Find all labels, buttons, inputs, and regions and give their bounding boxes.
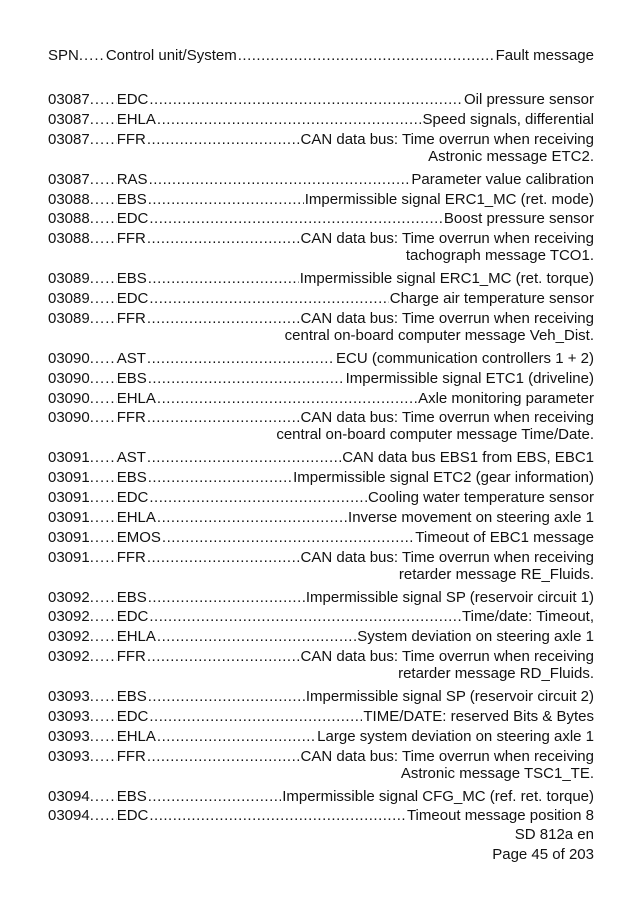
leader-dots: [157, 390, 417, 407]
leader-dots: [148, 270, 299, 287]
fault-code: 03092: [48, 628, 90, 646]
leader-dots: [149, 91, 463, 108]
fault-code: 03091: [48, 508, 90, 526]
leader-dots: [147, 748, 300, 765]
list-item: [48, 586, 594, 606]
fault-code: 03092: [48, 608, 90, 626]
fault-message: CAN data bus: Time overrun when receiving: [300, 230, 594, 248]
leader-dots: [149, 807, 406, 824]
control-unit: EBS: [116, 270, 147, 288]
fault-message: Time/date: Timeout,: [462, 608, 594, 626]
header-message: Fault message: [495, 47, 594, 64]
leader-dots: [147, 310, 300, 327]
list-item: [48, 804, 594, 824]
fault-message: Impermissible signal ETC1 (driveline): [345, 369, 594, 387]
fault-message: Cooling water temperature sensor: [368, 489, 594, 506]
fault-code: 03088: [48, 230, 90, 248]
list-item: [48, 546, 594, 566]
leader-dots: [149, 171, 411, 188]
control-unit: EDC: [116, 807, 149, 825]
leader-dots: [90, 728, 117, 745]
fault-message: TIME/DATE: reserved Bits & Bytes: [363, 707, 594, 725]
list-item: [48, 108, 594, 128]
leader-dots: [149, 489, 367, 506]
fault-code: 03087: [48, 110, 90, 128]
leader-dots: [90, 290, 117, 307]
list-item: [48, 446, 594, 466]
leader-dots: [148, 191, 304, 208]
list-item: [48, 347, 594, 367]
fault-message: Impermissible signal ERC1_MC (ret. mode): [304, 190, 594, 208]
leader-dots: [90, 91, 117, 108]
fault-message: Boost pressure sensor: [443, 210, 594, 228]
fault-message: CAN data bus: Time overrun when receiving: [300, 130, 594, 148]
list-item: [48, 645, 594, 665]
list-item: [48, 466, 594, 486]
control-unit: EHLA: [116, 508, 156, 526]
control-unit: EHLA: [116, 628, 156, 646]
list-item: [48, 88, 594, 108]
fault-message-continued: central on-board computer message Veh_Dist.: [284, 326, 594, 344]
control-unit: EBS: [116, 588, 147, 606]
leader-dots: [90, 788, 117, 805]
header-unit: Control unit/System: [105, 47, 237, 64]
fault-message: CAN data bus: Time overrun when receiving: [300, 309, 594, 327]
fault-code: 03092: [48, 588, 90, 606]
leader-dots: [90, 131, 117, 148]
fault-code: 03091: [48, 548, 90, 566]
leader-dots: [90, 509, 117, 526]
leader-dots: [90, 390, 117, 407]
leader-dots: [148, 370, 345, 387]
control-unit: EDC: [116, 91, 149, 108]
control-unit: EHLA: [116, 727, 156, 745]
fault-message: ECU (communication controllers 1 + 2): [335, 349, 594, 367]
document-id: SD 812a en: [514, 826, 594, 843]
leader-dots: [90, 171, 117, 188]
fault-message: System deviation on steering axle 1: [357, 628, 594, 646]
fault-code: 03090: [48, 409, 90, 427]
control-unit: EHLA: [116, 389, 156, 407]
fault-message: Inverse movement on steering axle 1: [348, 508, 594, 526]
control-unit: EBS: [116, 369, 147, 387]
leader-dots: [90, 608, 117, 625]
leader-dots: [90, 310, 117, 327]
fault-code: 03088: [48, 210, 90, 228]
control-unit: FFR: [116, 130, 146, 148]
leader-dots: [90, 748, 117, 765]
fault-code: 03094: [48, 807, 90, 825]
list-item: [48, 287, 594, 307]
list-item: [48, 267, 594, 287]
fault-message-continued: retarder message RD_Fluids.: [398, 665, 594, 683]
fault-message-continued: Astronic message ETC2.: [428, 147, 594, 165]
leader-dots: [149, 290, 388, 307]
fault-code: 03093: [48, 688, 90, 705]
leader-dots: [90, 350, 117, 367]
leader-dots: [90, 111, 117, 128]
fault-message: Speed signals, differential: [422, 110, 594, 128]
leader-dots: [90, 370, 117, 387]
list-item: [48, 227, 594, 247]
leader-dots: [90, 648, 117, 665]
leader-dots: [90, 469, 117, 486]
fault-code: 03089: [48, 290, 90, 307]
fault-message: CAN data bus EBS1 from EBS, EBC1: [342, 449, 594, 467]
fault-message: Impermissible signal ETC2 (gear information): [293, 469, 594, 487]
fault-message-continued: central on-board computer message Time/Date.: [276, 426, 594, 444]
fault-message: Oil pressure sensor: [463, 91, 594, 108]
leader-dots: [149, 708, 362, 725]
fault-message: Timeout message position 8: [406, 807, 594, 825]
control-unit: EDC: [116, 608, 149, 626]
list-item: [48, 486, 594, 506]
leader-dots: [90, 529, 117, 546]
leader-dots: [90, 191, 117, 208]
header-spn: SPN: [48, 47, 79, 64]
fault-message: CAN data bus: Time overrun when receiving: [300, 747, 594, 765]
fault-code: 03087: [48, 170, 90, 188]
leader-dots: [147, 648, 300, 665]
list-item: [48, 625, 594, 645]
fault-message: Charge air temperature sensor: [389, 290, 594, 307]
leader-dots: [90, 549, 117, 566]
control-unit: EHLA: [116, 110, 156, 128]
leader-dots: [147, 449, 341, 466]
control-unit: AST: [116, 349, 146, 367]
control-unit: EDC: [116, 210, 149, 228]
fault-code: 03089: [48, 270, 90, 288]
fault-code: 03091: [48, 528, 90, 546]
control-unit: FFR: [116, 409, 146, 427]
leader-dots: [148, 469, 292, 486]
control-unit: FFR: [116, 747, 146, 765]
fault-message-continued: retarder message RE_Fluids.: [398, 565, 594, 583]
fault-code: 03093: [48, 707, 90, 725]
leader-dots: [90, 270, 117, 287]
leader-dots: [148, 788, 282, 805]
leader-dots: [90, 688, 117, 705]
leader-dots: [149, 608, 461, 625]
control-unit: FFR: [116, 309, 146, 327]
leader-dots: [90, 628, 117, 645]
fault-code: 03089: [48, 309, 90, 327]
control-unit: EBS: [116, 787, 147, 805]
control-unit: EBS: [116, 469, 147, 487]
fault-code: 03091: [48, 449, 90, 467]
control-unit: AST: [116, 449, 146, 467]
list-item: [48, 526, 594, 546]
leader-dots: [157, 728, 316, 745]
list-item: [48, 207, 594, 227]
list-item: [48, 685, 594, 705]
list-item: [48, 367, 594, 387]
page-number: Page 45 of 203: [492, 846, 594, 863]
leader-dots: [157, 111, 422, 128]
fault-code: 03093: [48, 747, 90, 765]
fault-code: 03091: [48, 469, 90, 487]
list-item: [48, 188, 594, 208]
fault-code: 03088: [48, 190, 90, 208]
leader-dots: [90, 210, 117, 227]
leader-dots: [238, 47, 495, 64]
leader-dots: [147, 131, 300, 148]
fault-code: 03093: [48, 727, 90, 745]
fault-code: 03090: [48, 349, 90, 367]
leader-dots: [147, 549, 300, 566]
leader-dots: [90, 230, 117, 247]
fault-message: Large system deviation on steering axle 1: [317, 727, 594, 745]
leader-dots: [149, 210, 443, 227]
control-unit: FFR: [116, 548, 146, 566]
fault-message: Timeout of EBC1 message: [415, 528, 594, 546]
list-item: [48, 168, 594, 188]
fault-message: Axle monitoring parameter: [418, 389, 594, 407]
leader-dots: [148, 589, 305, 606]
fault-code: 03087: [48, 130, 90, 148]
control-unit: EDC: [116, 489, 149, 506]
fault-code: 03090: [48, 389, 90, 407]
leader-dots: [147, 350, 335, 367]
control-unit: EDC: [116, 290, 149, 307]
fault-code: 03090: [48, 369, 90, 387]
fault-message: CAN data bus: Time overrun when receiving: [300, 409, 594, 427]
leader-dots: [90, 708, 117, 725]
list-item: [48, 745, 594, 765]
list-item: [48, 406, 594, 426]
leader-dots: [147, 409, 300, 426]
leader-dots: [90, 489, 117, 506]
fault-message: CAN data bus: Time overrun when receiving: [300, 648, 594, 666]
list-item: [48, 785, 594, 805]
fault-message: Parameter value calibration: [411, 170, 594, 188]
leader-dots: [90, 807, 117, 824]
fault-message-continued: Astronic message TSC1_TE.: [400, 764, 594, 782]
control-unit: FFR: [116, 648, 146, 666]
fault-message-continued: tachograph message TCO1.: [405, 247, 594, 265]
fault-message: Impermissible signal SP (reservoir circuit 2): [305, 688, 594, 705]
list-item: [48, 705, 594, 725]
leader-dots: [90, 409, 117, 426]
leader-dots: [90, 589, 117, 606]
fault-code: 03092: [48, 648, 90, 666]
leader-dots: [79, 47, 106, 64]
control-unit: RAS: [116, 170, 148, 188]
list-item: [48, 725, 594, 745]
control-unit: EBS: [116, 190, 147, 208]
list-item: [48, 307, 594, 327]
list-item: [48, 506, 594, 526]
control-unit: EMOS: [116, 528, 161, 546]
fault-message: Impermissible signal SP (reservoir circuit 1): [305, 588, 594, 606]
fault-message: Impermissible signal ERC1_MC (ret. torque): [299, 270, 594, 288]
leader-dots: [157, 509, 347, 526]
leader-dots: [162, 529, 414, 546]
control-unit: EBS: [116, 688, 147, 705]
list-item: [48, 387, 594, 407]
leader-dots: [90, 449, 117, 466]
fault-code: 03087: [48, 91, 90, 108]
list-item: [48, 128, 594, 148]
control-unit: EDC: [116, 707, 149, 725]
fault-message: CAN data bus: Time overrun when receiving: [300, 548, 594, 566]
fault-message: Impermissible signal CFG_MC (ref. ret. torque): [282, 787, 594, 805]
list-item: [48, 605, 594, 625]
fault-code: 03091: [48, 489, 90, 506]
control-unit: FFR: [116, 230, 146, 248]
leader-dots: [157, 628, 356, 645]
leader-dots: [148, 688, 305, 705]
table-header: [48, 44, 594, 64]
leader-dots: [147, 230, 300, 247]
fault-code: 03094: [48, 787, 90, 805]
